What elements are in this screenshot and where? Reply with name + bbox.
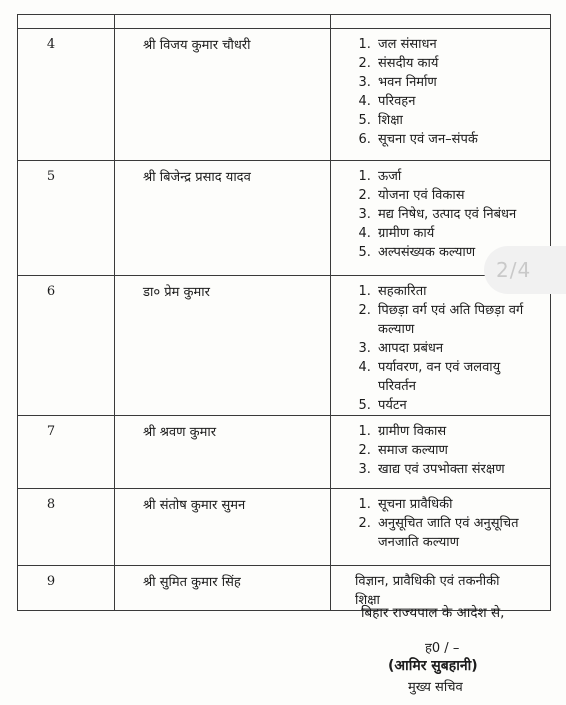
table-row xyxy=(18,161,551,276)
portfolio-list xyxy=(355,422,528,479)
list-item: 2. पिछड़ा वर्ग एवं अति पिछड़ा वर्ग कल्याण xyxy=(375,301,528,339)
table-row xyxy=(18,416,551,489)
list-item: 3. भवन निर्माण xyxy=(375,73,528,92)
list-item: 2. अनुसूचित जाति एवं अनुसूचित जनजाति कल्याण xyxy=(375,514,528,552)
list-item: 1. सूचना प्रावैधिकी xyxy=(375,495,528,514)
minister-name: श्री बिजेन्द्र प्रसाद यादव xyxy=(115,161,331,276)
signatory-name: (आमिर सुबहानी) xyxy=(388,658,478,674)
list-item: 5. शिक्षा xyxy=(375,111,528,130)
list-item: 3. मद्य निषेध, उत्पाद एवं निबंधन xyxy=(375,205,528,224)
list-item: 4. परिवहन xyxy=(375,92,528,111)
list-item: 3. आपदा प्रबंधन xyxy=(375,339,528,358)
serial-number: 8 xyxy=(18,489,115,566)
minister-name: श्री सुमित कुमार सिंह xyxy=(115,566,331,611)
portfolio-list xyxy=(355,495,528,552)
minister-name: डा० प्रेम कुमार xyxy=(115,276,331,416)
portfolio-list xyxy=(355,35,528,149)
list-item: 5. पर्यटन xyxy=(375,396,528,415)
table-row xyxy=(18,489,551,566)
signed-note: ह0 / – xyxy=(425,641,460,656)
list-item: 4. पर्यावरण, वन एवं जलवायु परिवर्तन xyxy=(375,358,528,396)
serial-number: 4 xyxy=(18,29,115,161)
list-item: 5. अल्पसंख्यक कल्याण xyxy=(375,243,528,262)
page-indicator: 2/4 xyxy=(496,258,532,282)
list-item: 1. ग्रामीण विकास xyxy=(375,422,528,441)
portfolio-cell xyxy=(331,416,551,489)
portfolio-cell xyxy=(331,276,551,416)
list-item: 2. संसदीय कार्य xyxy=(375,54,528,73)
list-item: 1. जल संसाधन xyxy=(375,35,528,54)
table-row xyxy=(18,29,551,161)
serial-number: 6 xyxy=(18,276,115,416)
serial-number: 5 xyxy=(18,161,115,276)
table-row xyxy=(18,276,551,416)
minister-name: श्री विजय कुमार चौधरी xyxy=(115,29,331,161)
signatory-title: मुख्य सचिव xyxy=(408,680,463,695)
portfolio-list xyxy=(355,282,528,415)
portfolio-text: विज्ञान, प्रावैधिकी एवं तकनीकी शिक्षा xyxy=(355,574,500,608)
list-item: 1. सहकारिता xyxy=(375,282,528,301)
portfolio-cell xyxy=(331,29,551,161)
list-item: 2. योजना एवं विकास xyxy=(375,186,528,205)
governor-order-line: बिहार राज्यपाल के आदेश से, xyxy=(361,605,505,621)
portfolio-table xyxy=(17,14,551,611)
serial-number: 7 xyxy=(18,416,115,489)
serial-number: 9 xyxy=(18,566,115,611)
header-row xyxy=(18,15,551,29)
list-item: 2. समाज कल्याण xyxy=(375,441,528,460)
minister-name: श्री श्रवण कुमार xyxy=(115,416,331,489)
list-item: 6. सूचना एवं जन–संपर्क xyxy=(375,130,528,149)
list-item: 3. खाद्य एवं उपभोक्ता संरक्षण xyxy=(375,460,528,479)
list-item: 4. ग्रामीण कार्य xyxy=(375,224,528,243)
minister-name: श्री संतोष कुमार सुमन xyxy=(115,489,331,566)
list-item: 1. ऊर्जा xyxy=(375,167,528,186)
portfolio-cell xyxy=(331,489,551,566)
